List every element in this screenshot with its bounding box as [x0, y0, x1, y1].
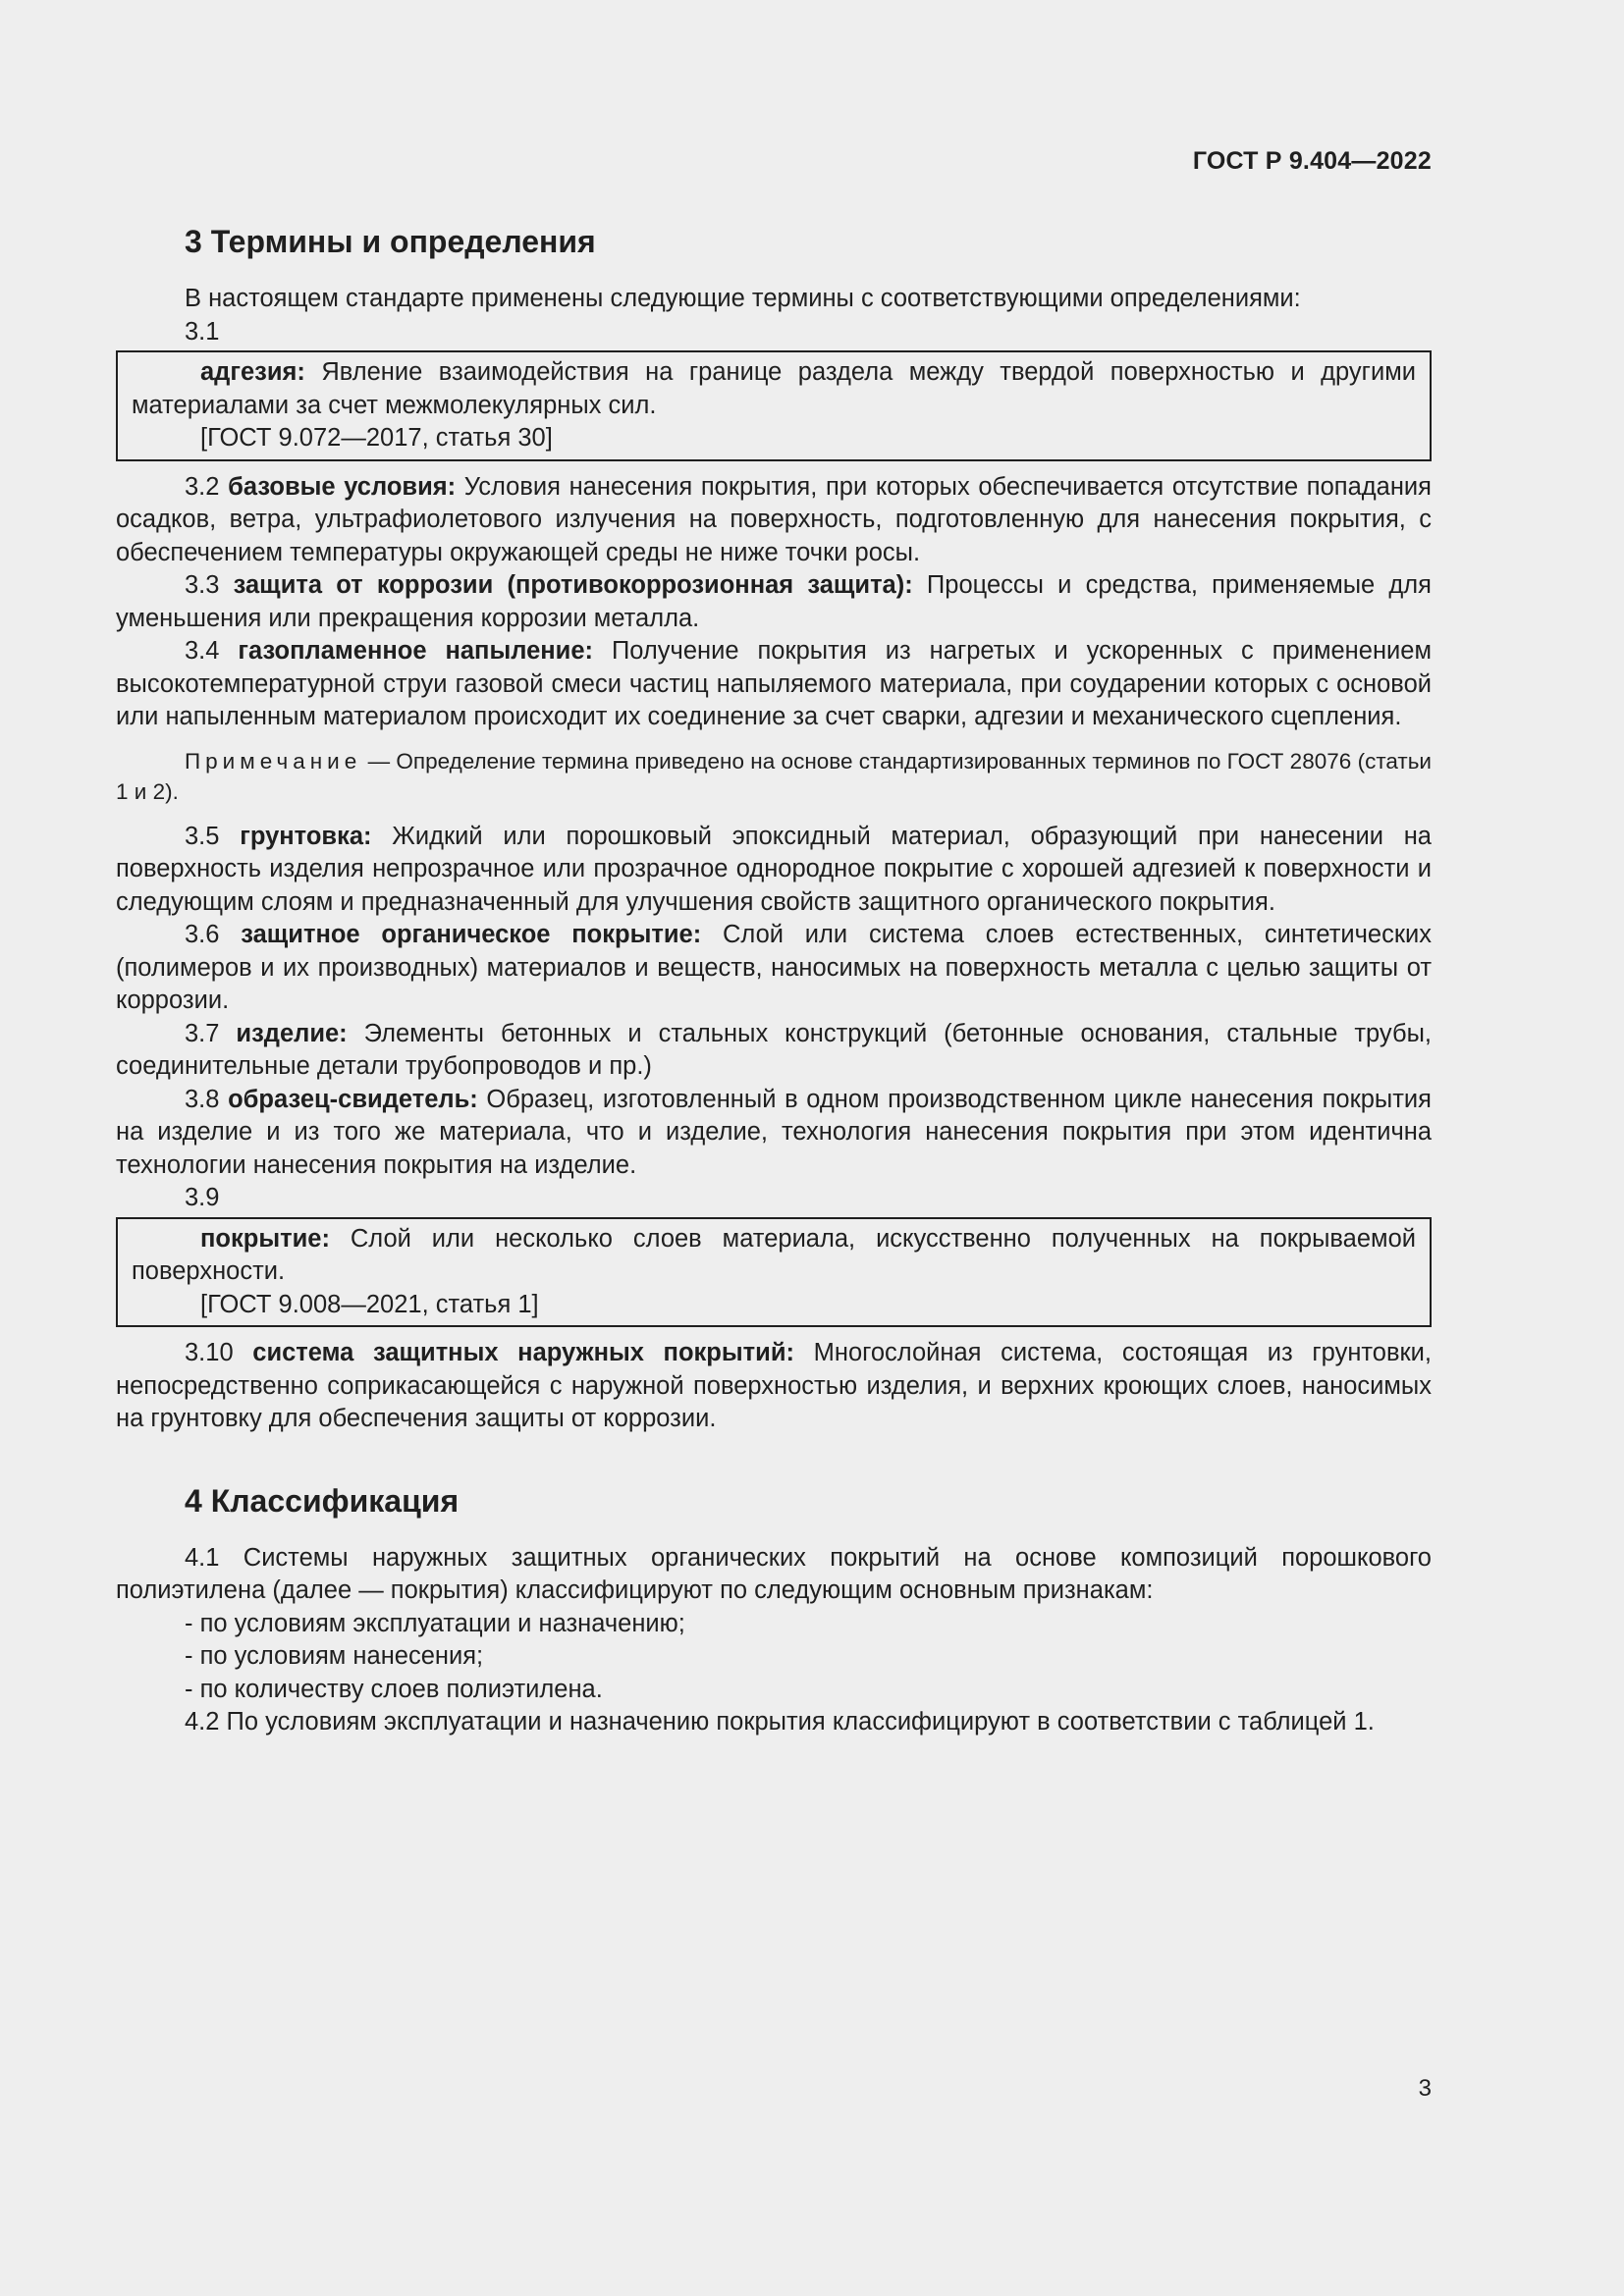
term-3-8-definition: Образец, изготовленный в одном производственном цикле нанесения покрытия на изделие и из того же материала, что и изделие, технология нанесения покрытия при этом идентична технологии нанесения покрытия на изделие.	[116, 1085, 1432, 1179]
term-3-4-definition: Получение покрытия из нагретых и ускоренных с применением высокотемпературной струи газовой смеси частиц напыляемого материала, при соударении которых с основой или напыленным материалом происходит их соединение за счет сварки, адгезии и механического сцепления.	[116, 637, 1432, 730]
term-3-7-definition: Элементы бетонных и стальных конструкций (бетонные основания, стальные трубы, соединительные детали трубопроводов и пр.)	[116, 1019, 1432, 1080]
term-3-9-term: покрытие:	[200, 1224, 330, 1253]
term-3-8-number: 3.8	[185, 1085, 229, 1113]
term-3-6-definition: Слой или система слоев естественных, синтетических (полимеров и их производных) материалов и веществ, наносимых на поверхность металла с целью защиты от коррозии.	[116, 921, 1432, 1014]
note-text: — Определение термина приведено на основе стандартизированных терминов по ГОСТ 28076 (статьи 1 и 2).	[116, 748, 1432, 804]
term-3-2	[116, 471, 1432, 570]
term-3-7-term: изделие:	[236, 1019, 348, 1047]
term-3-1-box	[116, 350, 1432, 461]
term-3-9-text	[118, 1223, 1416, 1289]
term-3-10-number: 3.10	[185, 1339, 253, 1366]
term-3-1-term: адгезия:	[200, 358, 305, 386]
term-3-2-term: базовые условия:	[228, 472, 457, 501]
term-3-1-number: 3.1	[185, 317, 220, 346]
term-3-3-term: защита от коррозии (противокоррозионная защита):	[233, 571, 913, 599]
term-3-10-definition: Многослойная система, состоящая из грунтовки, непосредственно соприкасающейся с наружной поверхностью изделия, и верхних кроющих слоев, наносимых на грунтовку для обеспечения защиты от коррозии.	[116, 1339, 1433, 1432]
section-3-intro: В настоящем стандарте применены следующие термины с соответствующими определениями:	[185, 285, 1301, 312]
term-3-4-number: 3.4	[185, 637, 239, 665]
term-3-2-definition: Условия нанесения покрытия, при которых обеспечивается отсутствие попадания осадков, ветра, ультрафиолетового излучения на поверхность, подготовленную для нанесения покрытия, с обеспечением температуры окружающей среды не ниже точки росы.	[116, 472, 1432, 566]
term-3-5	[116, 821, 1432, 920]
term-3-1-reference: [ГОСТ 9.072—2017, статья 30]	[200, 424, 553, 452]
term-3-9-number: 3.9	[185, 1184, 220, 1211]
term-3-1-text	[118, 356, 1416, 422]
page-content	[116, 222, 1432, 1739]
list-item: - по условиям эксплуатации и назначению;	[185, 1609, 685, 1637]
term-3-3-number: 3.3	[185, 571, 234, 599]
term-3-6	[116, 919, 1432, 1018]
term-3-10-term: система защитных наружных покрытий:	[252, 1339, 794, 1366]
term-3-4-term: газопламенное напыление:	[238, 637, 594, 665]
term-3-7-number: 3.7	[185, 1019, 237, 1047]
term-3-2-number: 3.2	[185, 472, 229, 501]
section-4-title: 4 Классификация	[185, 1482, 460, 1519]
clause-4-2: 4.2 По условиям эксплуатации и назначению покрытия классифицируют в соответствии с таблицей 1.	[185, 1708, 1375, 1735]
term-3-3-definition: Процессы и средства, применяемые для уменьшения или прекращения коррозии металла.	[116, 571, 1432, 632]
note	[116, 746, 1432, 807]
term-3-7	[116, 1018, 1432, 1084]
term-3-3	[116, 569, 1432, 635]
term-3-5-term: грунтовка:	[240, 822, 372, 850]
term-3-5-definition: Жидкий или порошковый эпоксидный материал, образующий при нанесении на поверхность изделия непрозрачное или прозрачное однородное покрытие с хорошей адгезией к поверхности и следующим слоям и предназначенный для улучшения свойств защитного органического покрытия.	[116, 822, 1432, 916]
list-item: - по условиям нанесения;	[185, 1642, 484, 1670]
list-item: - по количеству слоев полиэтилена.	[185, 1675, 603, 1703]
note-label: Примечание	[185, 748, 362, 774]
term-3-10	[116, 1337, 1432, 1436]
term-3-9-reference: [ГОСТ 9.008—2021, статья 1]	[200, 1290, 539, 1318]
term-3-5-number: 3.5	[185, 822, 241, 850]
term-3-6-number: 3.6	[185, 921, 242, 948]
term-3-8-term: образец-свидетель:	[228, 1085, 478, 1113]
term-3-8	[116, 1084, 1432, 1183]
section-3-title: 3 Термины и определения	[185, 224, 596, 259]
term-3-1-definition: Явление взаимодействия на границе раздела между твердой поверхностью и другими материалами за счет межмолекулярных сил.	[132, 358, 1416, 419]
term-3-4	[116, 635, 1432, 734]
term-3-6-term: защитное органическое покрытие:	[241, 921, 702, 948]
clause-4-1: 4.1 Системы наружных защитных органических покрытий на основе композиций порошкового полиэтилена (далее — покрытия) классифицируют по следующим основным признакам:	[116, 1543, 1432, 1604]
term-3-9-box	[116, 1217, 1432, 1328]
document-code: ГОСТ Р 9.404—2022	[1192, 147, 1432, 175]
term-3-9-definition: Слой или несколько слоев материала, искусственно полученных на покрываемой поверхности.	[132, 1224, 1416, 1285]
page-number: 3	[1418, 2075, 1432, 2102]
